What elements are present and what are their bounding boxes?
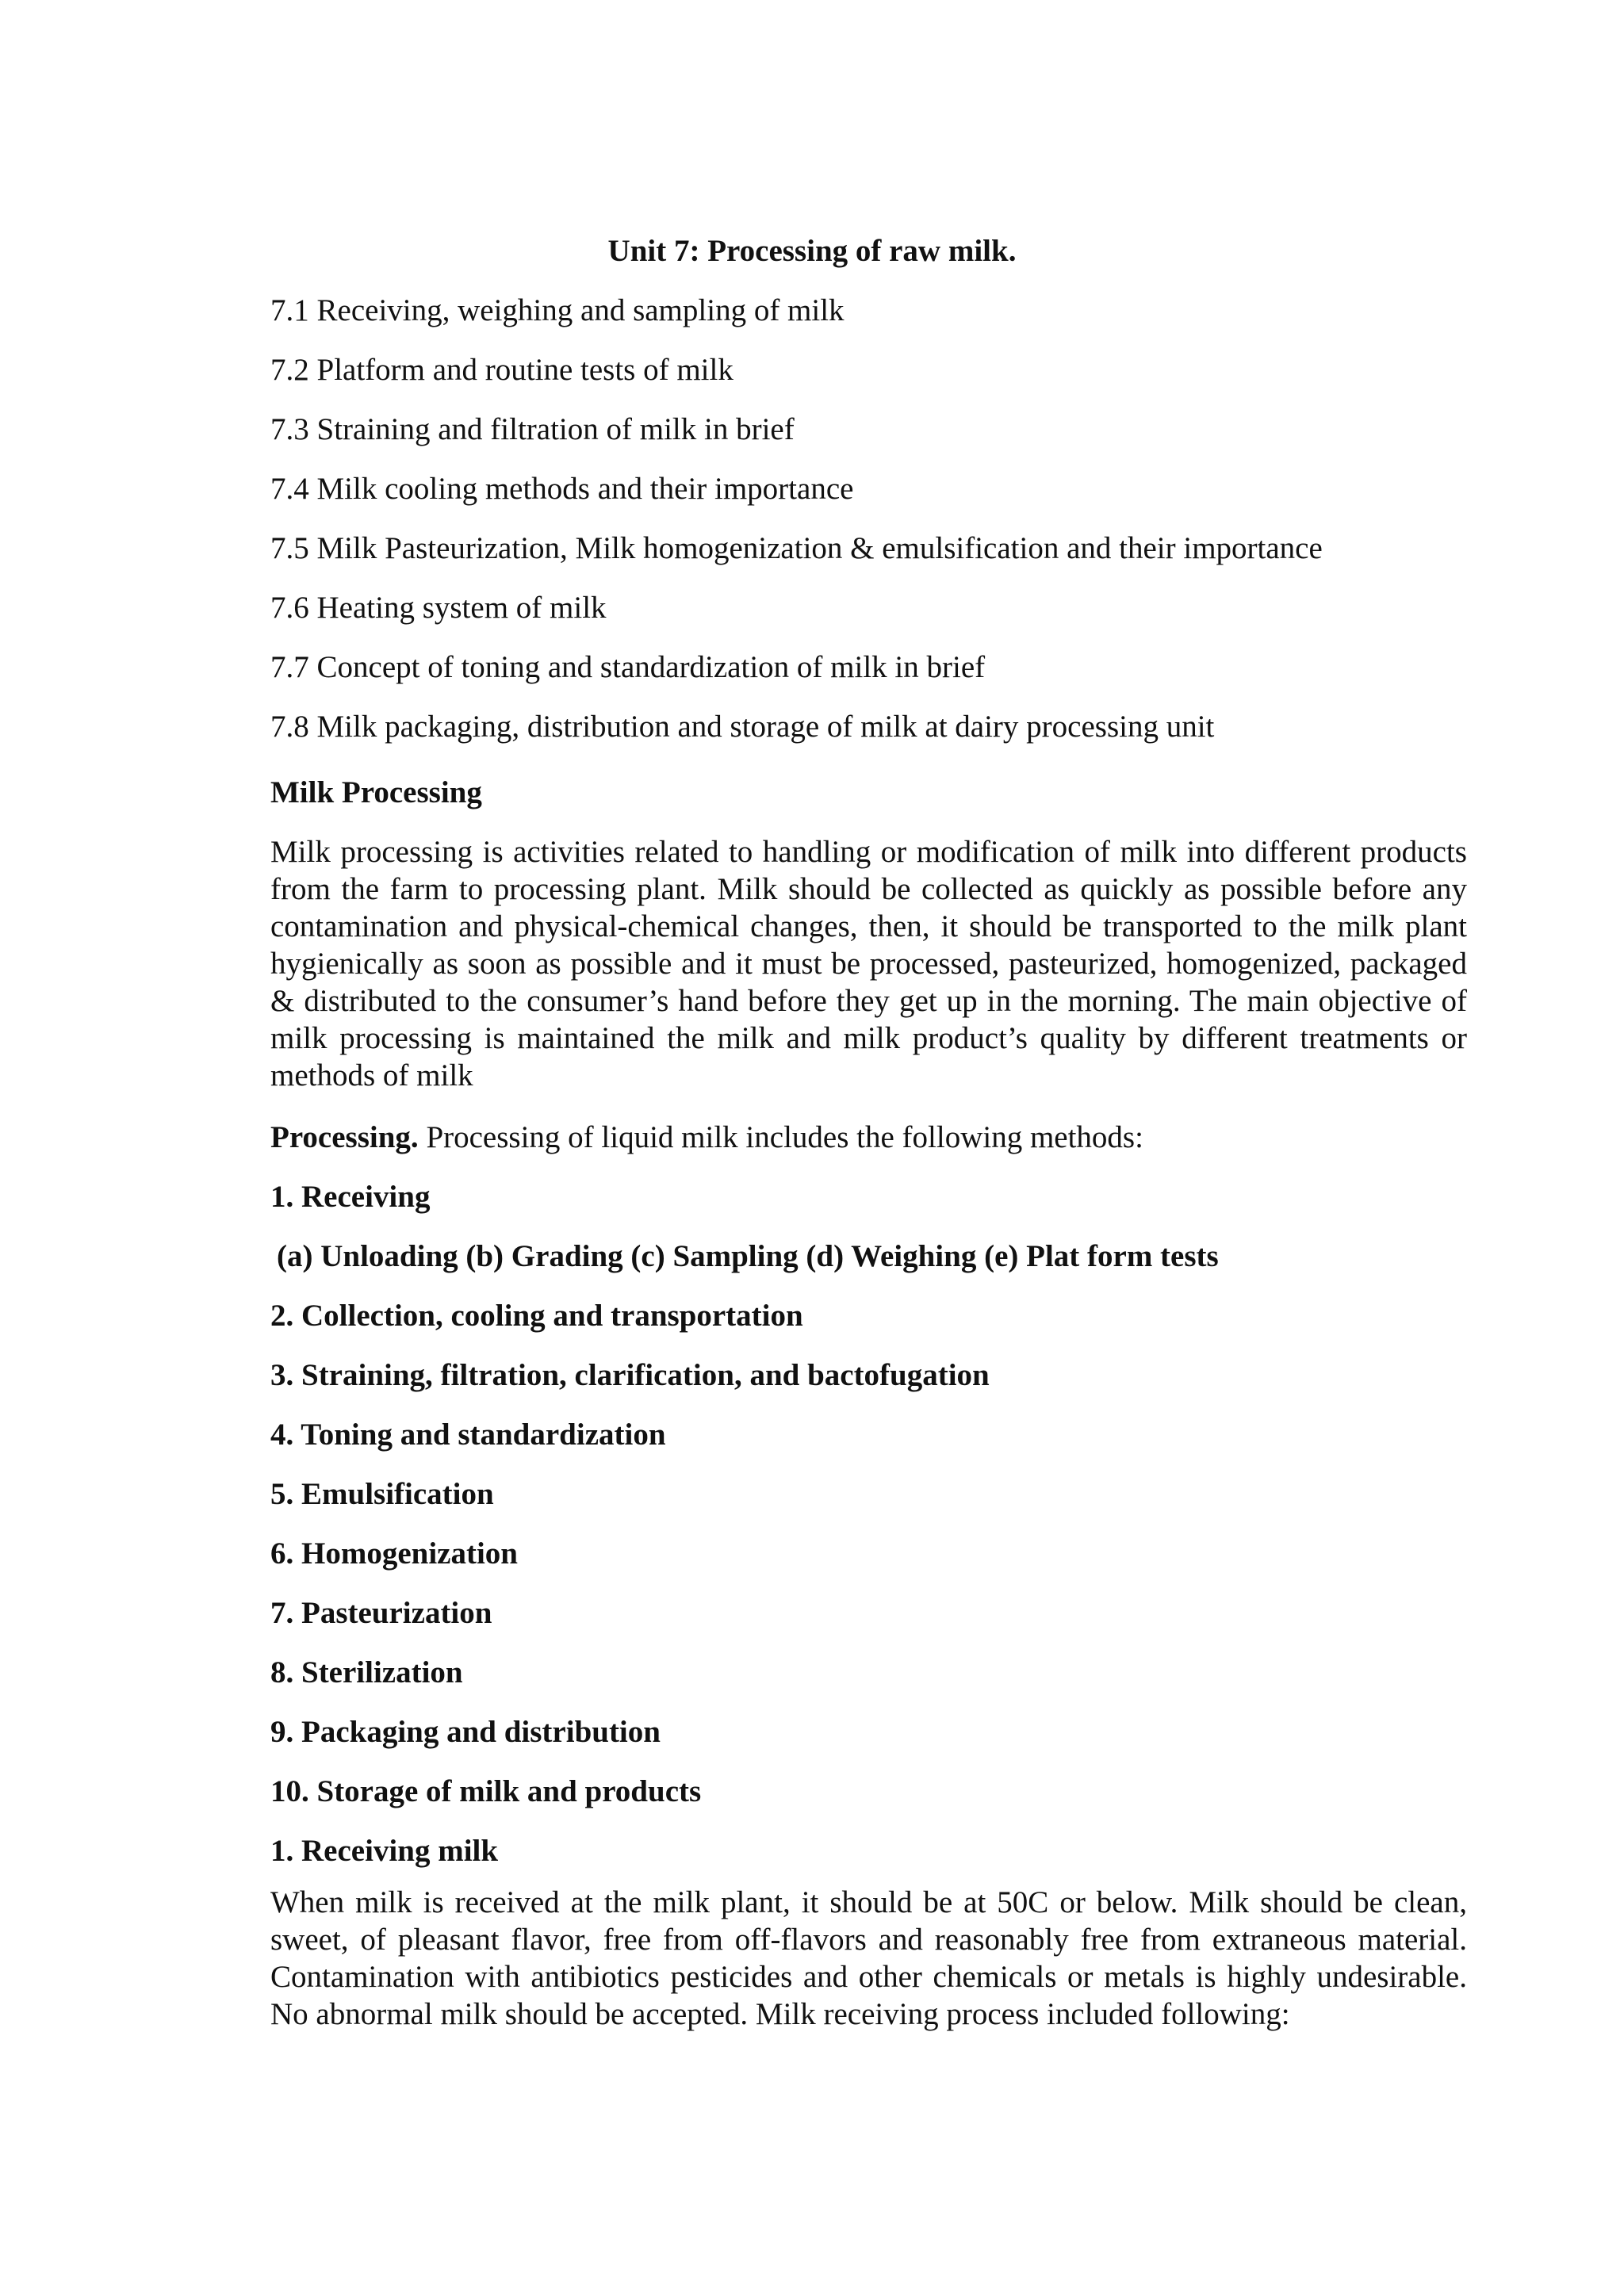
processing-methods-list [270,1178,1219,1892]
milk-processing-paragraph: Milk processing is activities related to handling or modification of milk into different products from the farm to processing plant. Milk should be collected as quickly as possible before any contamination and physical-chemical changes, then, it should be transported to the milk plant hygienically as soon as possible and it must be processed, pasteurized, homogenized, packaged & distributed to the consumer’s hand before they get up in the morning. The main objective of milk processing is maintained the milk and milk product’s quality by different treatments or methods of milk [270,835,1467,1093]
list-item: 7. Pasteurization [270,1596,492,1630]
toc-item: 7.2 Platform and routine tests of milk [270,353,733,387]
processing-label: Processing. [270,1120,419,1154]
list-item: 5. Emulsification [270,1477,494,1511]
section-heading-receiving-milk: 1. Receiving milk [270,1834,499,1868]
list-item: 1. Receiving [270,1180,431,1214]
section-heading-milk-processing: Milk Processing [270,775,482,809]
toc-item: 7.8 Milk packaging, distribution and storage of milk at dairy processing unit [270,710,1215,744]
toc-item: 7.3 Straining and filtration of milk in brief [270,412,795,446]
page-title: Unit 7: Processing of raw milk. [607,234,1017,268]
processing-text: Processing of liquid milk includes the following methods: [418,1120,1143,1154]
list-item: 6. Homogenization [270,1536,518,1571]
toc-item: 7.4 Milk cooling methods and their importance [270,472,854,506]
receiving-milk-paragraph: When milk is received at the milk plant, it should be at 50C or below. Milk should be clean, sweet, of pleasant flavor, free from off-flavors and reasonably free from extraneous material. Contamination with antibiotics pesticides and other chemicals or metals is highly undesirable. No abnormal milk should be accepted. Milk receiving process included following: [270,1885,1467,2031]
processing-intro [270,1119,1143,1157]
table-of-contents [270,292,1323,767]
list-item: 8. Sterilization [270,1655,463,1689]
list-item: 4. Toning and standardization [270,1418,666,1452]
list-item: 3. Straining, filtration, clarification, and bactofugation [270,1358,990,1392]
list-item: (a) Unloading (b) Grading (c) Sampling (d) Weighing (e) Plat form tests [277,1239,1219,1273]
toc-item: 7.7 Concept of toning and standardization of milk in brief [270,650,986,684]
list-item: 9. Packaging and distribution [270,1715,661,1749]
toc-item: 7.5 Milk Pasteurization, Milk homogenization & emulsification and their importance [270,531,1323,565]
toc-item: 7.6 Heating system of milk [270,591,607,625]
list-item: 2. Collection, cooling and transportation [270,1299,803,1333]
toc-item: 7.1 Receiving, weighing and sampling of milk [270,293,845,327]
list-item: 10. Storage of milk and products [270,1774,702,1808]
